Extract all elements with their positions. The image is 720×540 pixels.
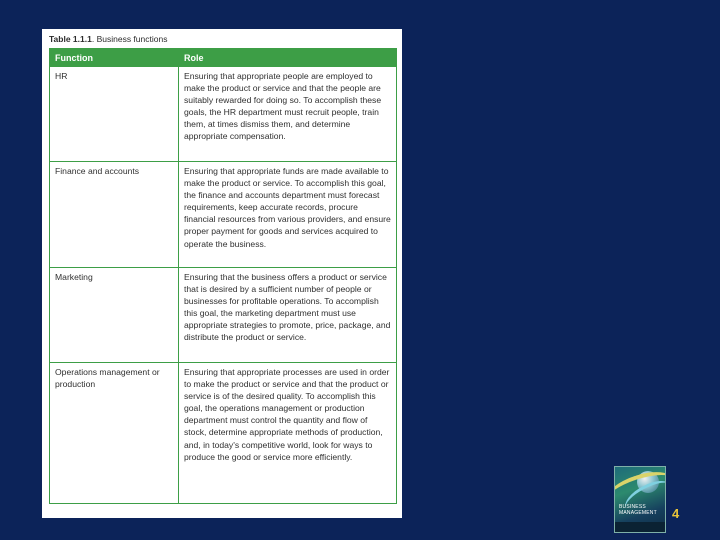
book-cover-thumbnail <box>614 466 666 533</box>
table-caption: Table 1.1.1. Business functions <box>49 34 168 44</box>
book-cover-title: BUSINESS MANAGEMENT <box>619 504 657 516</box>
column-header-function: Function <box>50 49 179 67</box>
role-cell: Ensuring that the business offers a product or service that is desired by a sufficient number of people or businesses for profitable operations. To accomplish this goal, the marketing department must use appropriate strategies to promote, price, package, and distribute the product or service. <box>179 268 397 363</box>
page-number: 4 <box>672 506 680 521</box>
table-row <box>50 363 397 504</box>
book-cover-band <box>615 522 666 532</box>
table-caption-title: Business functions <box>96 34 168 44</box>
function-cell: HR <box>50 67 179 162</box>
business-functions-table <box>49 48 397 504</box>
table-row <box>50 67 397 162</box>
table-row <box>50 268 397 363</box>
function-cell: Finance and accounts <box>50 162 179 268</box>
table-header-row <box>50 49 397 67</box>
table-image <box>42 29 402 518</box>
column-header-role: Role <box>179 49 397 67</box>
table-row <box>50 162 397 268</box>
role-cell: Ensuring that appropriate funds are made available to make the product or service. To accomplish this goal, the finance and accounts department must forecast requirements, keep accurate records, procure financial resources from various providers, and ensure proper payment for goods and services acquired to operate the business. <box>179 162 397 268</box>
role-cell: Ensuring that appropriate people are employed to make the product or service and that the people are suitably rewarded for doing so. To accomplish these goals, the HR department must recruit people, train them, at times dismiss them, and determine appropriate compensation. <box>179 67 397 162</box>
table-caption-label: Table 1.1.1 <box>49 34 92 44</box>
role-cell: Ensuring that appropriate processes are used in order to make the product or service and that the product or service is of the desired quality. To accomplish this goal, the operations management or production department must control the quantity and flow of stock, determine appropriate methods of production, and, in today's competitive world, look for ways to produce the good or service more efficiently. <box>179 363 397 504</box>
function-cell: Operations management or production <box>50 363 179 504</box>
function-cell: Marketing <box>50 268 179 363</box>
